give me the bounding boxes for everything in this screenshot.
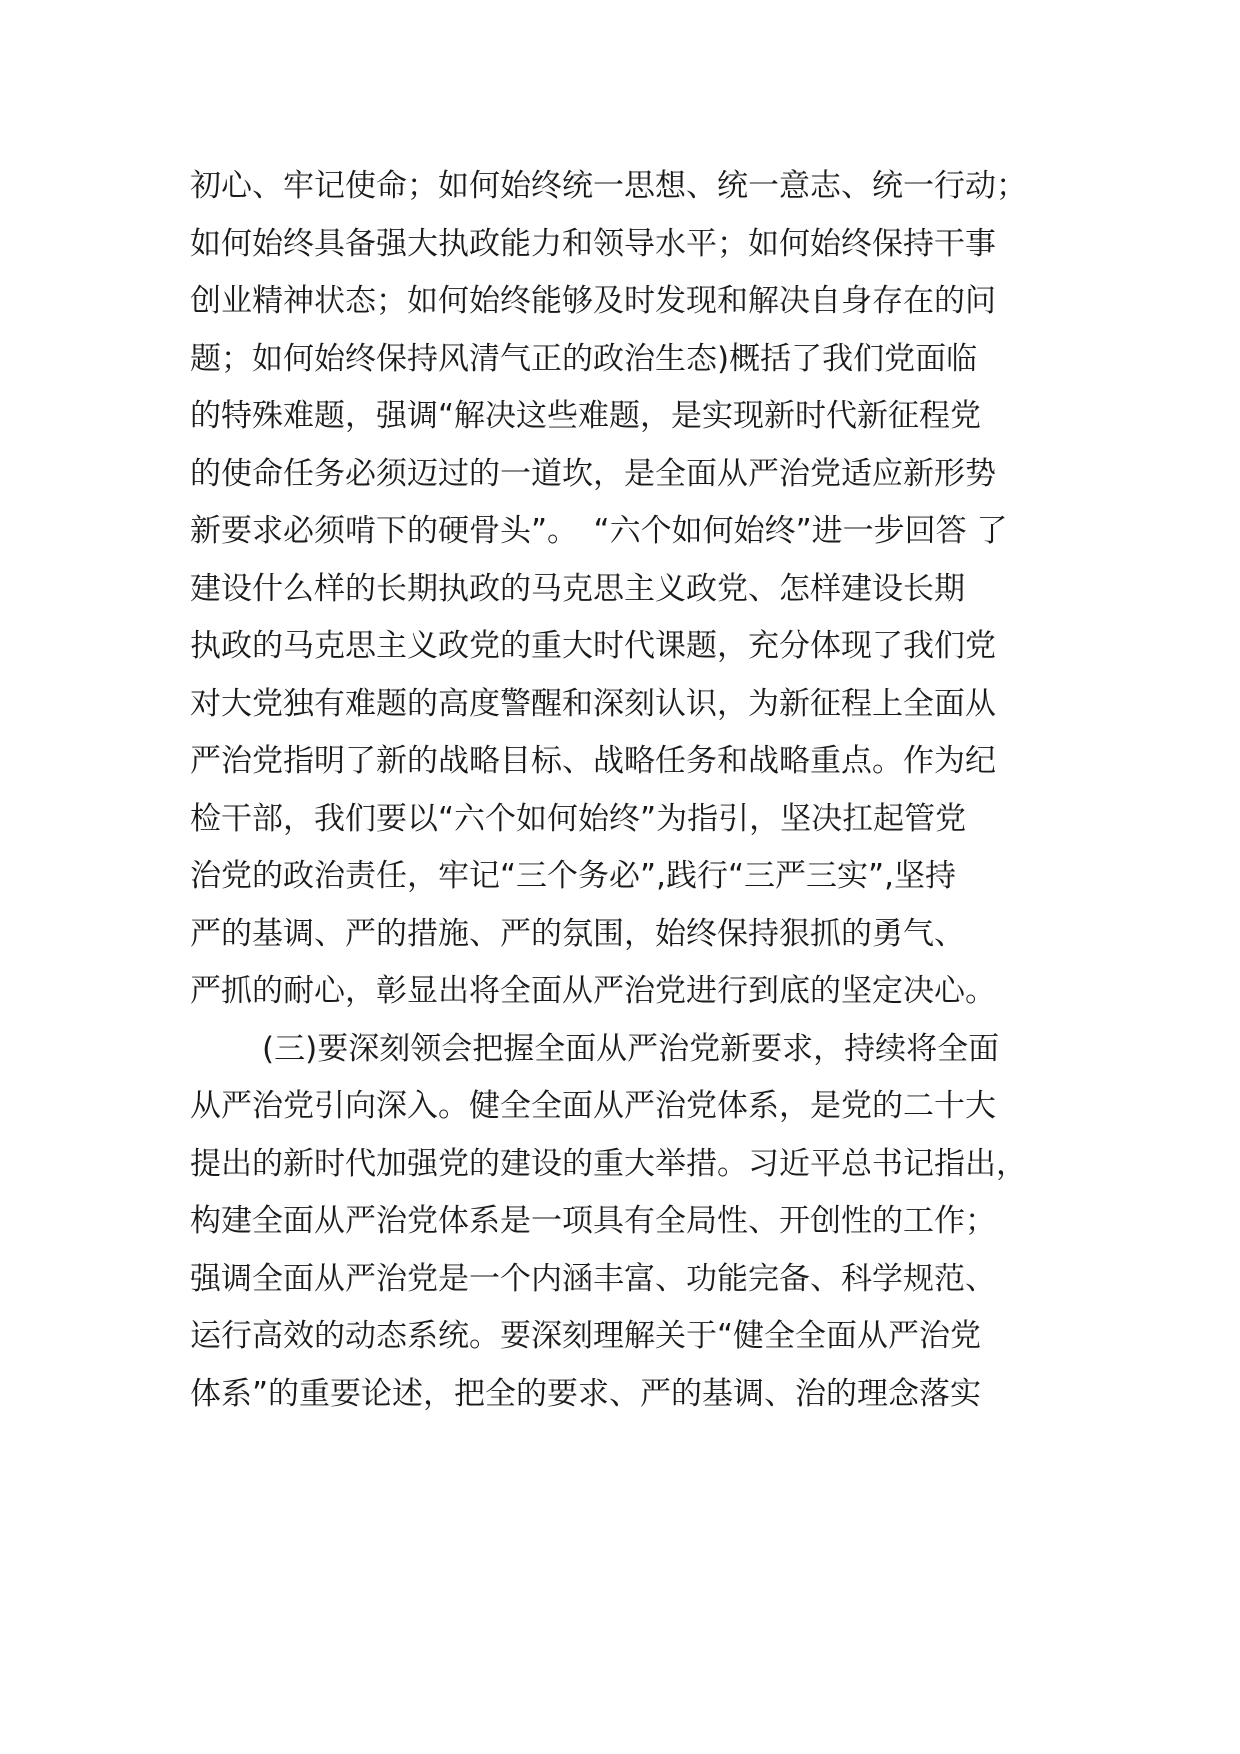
text-line: 体系”的重要论述，把全的要求、严的基调、治的理念落实 (190, 1375, 982, 1412)
text-line: 建设什么样的长期执政的马克思主义政党、怎样建设长期 (190, 570, 965, 607)
text-line: 的特殊难题，强调“解决这些难题，是实现新时代新征程党 (190, 398, 982, 434)
text-line: 治党的政治责任，牢记“三个务必”,践行“三严三实”,坚持 (190, 858, 956, 894)
text-line: 检干部，我们要以“六个如何始终”为指引，坚决扛起管党 (190, 800, 967, 837)
text-line: 的使命任务必须迈过的一道坎，是全面从严治党适应新形势 (190, 455, 996, 492)
text-line: 严治党指明了新的战略目标、战略任务和战略重点。作为纪 (190, 743, 996, 779)
text-line: 执政的马克思主义政党的重大时代课题，充分体现了我们党 (190, 628, 996, 664)
text-line: 从严治党引向深入。健全全面从严治党体系，是党的二十大 (190, 1088, 996, 1124)
text-line: 强调全面从严治党是一个内涵丰富、功能完备、科学规范、 (190, 1260, 996, 1297)
text-line: 如何始终具备强大执政能力和领导水平；如何始终保持干事 (190, 225, 996, 262)
text-line: 严抓的耐心，彰显出将全面从严治党进行到底的坚定决心。 (190, 973, 996, 1009)
text-line: 初心、牢记使命；如何始终统一思想、统一意志、统一行动； (190, 168, 1027, 204)
body-text (190, 158, 1090, 1423)
text-line: 构建全面从严治党体系是一项具有全局性、开创性的工作； (190, 1203, 996, 1239)
text-line: 创业精神状态；如何始终能够及时发现和解决自身存在的问 (190, 283, 996, 319)
text-line: 对大党独有难题的高度警醒和深刻认识，为新征程上全面从 (190, 685, 996, 722)
text-line: 新要求必须啃下的硬骨头”。 “六个如何始终”进一步回答 了 (190, 513, 1008, 549)
section-heading-line: (三)要深刻领会把握全面从严治党新要求，持续将全面 (262, 1030, 1000, 1067)
text-line: 题；如何始终保持风清气正的政治生态)概括了我们党面临 (190, 340, 978, 377)
text-line: 运行高效的动态系统。要深刻理解关于“健全全面从严治党 (190, 1318, 982, 1354)
text-line: 严的基调、严的措施、严的氛围，始终保持狠抓的勇气、 (190, 915, 965, 952)
text-line: 提出的新时代加强党的建设的重大举措。习近平总书记指出， (190, 1145, 1027, 1182)
